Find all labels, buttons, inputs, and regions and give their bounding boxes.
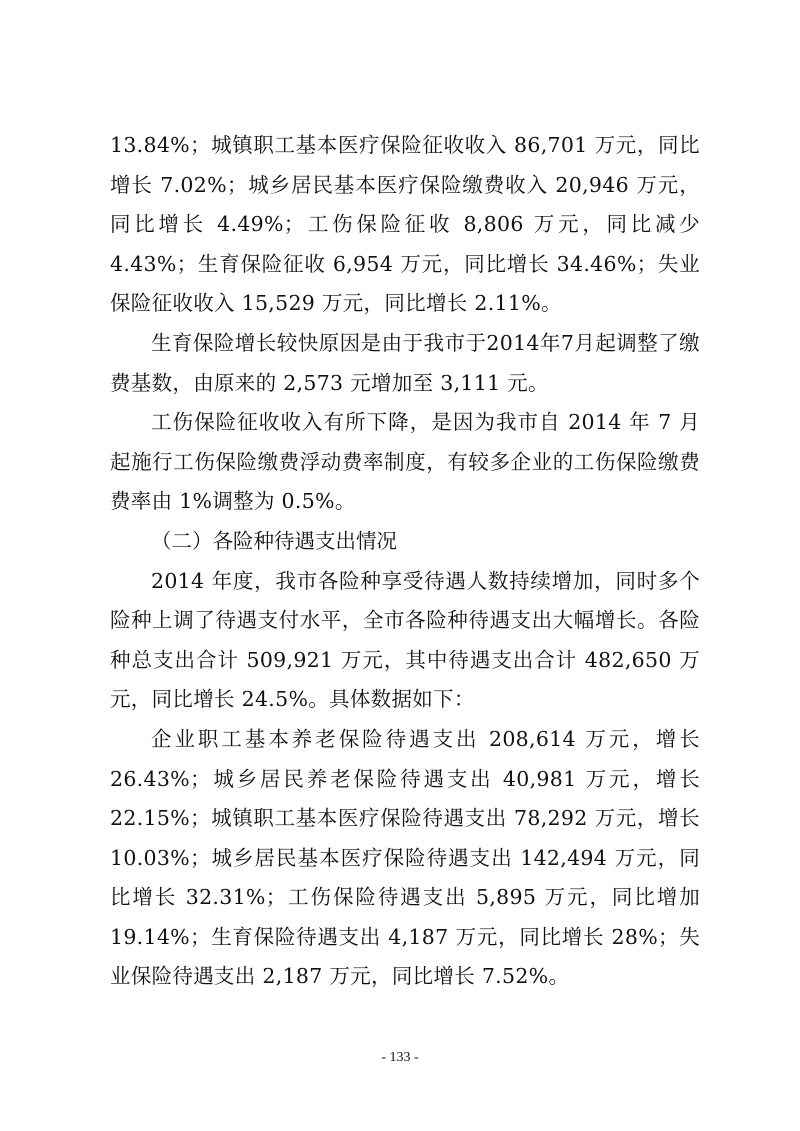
document-body [110,126,700,997]
paragraph-maternity-insurance-reason: 生育保险增长较快原因是由于我市于2014年7月起调整了缴费基数，由原来的 2,573 元增加至 3,111 元。 [110,330,700,395]
paragraph-benefit-overview: 2014 年度，我市各险种享受待遇人数持续增加，同时多个险种上调了待遇支付水平，全市各险种待遇支出大幅增长。各险种总支出合计 509,921 万元，其中待遇支出合计 482,650 万元，同比增长 24.5%。具体数据如下： [110,568,700,712]
section-heading: （二）各险种待遇支出情况 [151,528,397,553]
page-number: - 133 - [381,1050,419,1065]
paragraph-work-injury-reason: 工伤保险征收收入有所下降，是因为我市自 2014 年 7 月起施行工伤保险缴费浮动费率制度，有较多企业的工伤保险缴费费率由 1%调整为 0.5%。 [110,410,700,514]
paragraph-benefit-details: 企业职工基本养老保险待遇支出 208,614 万元，增长 26.43%；城乡居民养老保险待遇支出 40,981 万元，增长 22.15%；城镇职工基本医疗保险待遇支出 78,292 万元，增长 10.03%；城乡居民基本医疗保险待遇支出 142,494 万元，同比增长 32.31%；工伤保险待遇支出 5,895 万元，同比增加 19.14%；生育保险待遇支出 4,187 万元，同比增长 28%；失业保险待遇支出 2,187 万元，同比增长 7.52%。 [110,726,700,989]
paragraph-fund-collection: 13.84%；城镇职工基本医疗保险征收收入 86,701 万元，同比增长 7.02%；城乡居民基本医疗保险缴费收入 20,946 万元，同比增长 4.49%；工伤保险征收 8,806 万元，同比减少 4.43%；生育保险征收 6,954 万元，同比增长 34.46%；失业保险征收收入 15,529 万元，同比增长 2.11%。 [110,133,700,316]
